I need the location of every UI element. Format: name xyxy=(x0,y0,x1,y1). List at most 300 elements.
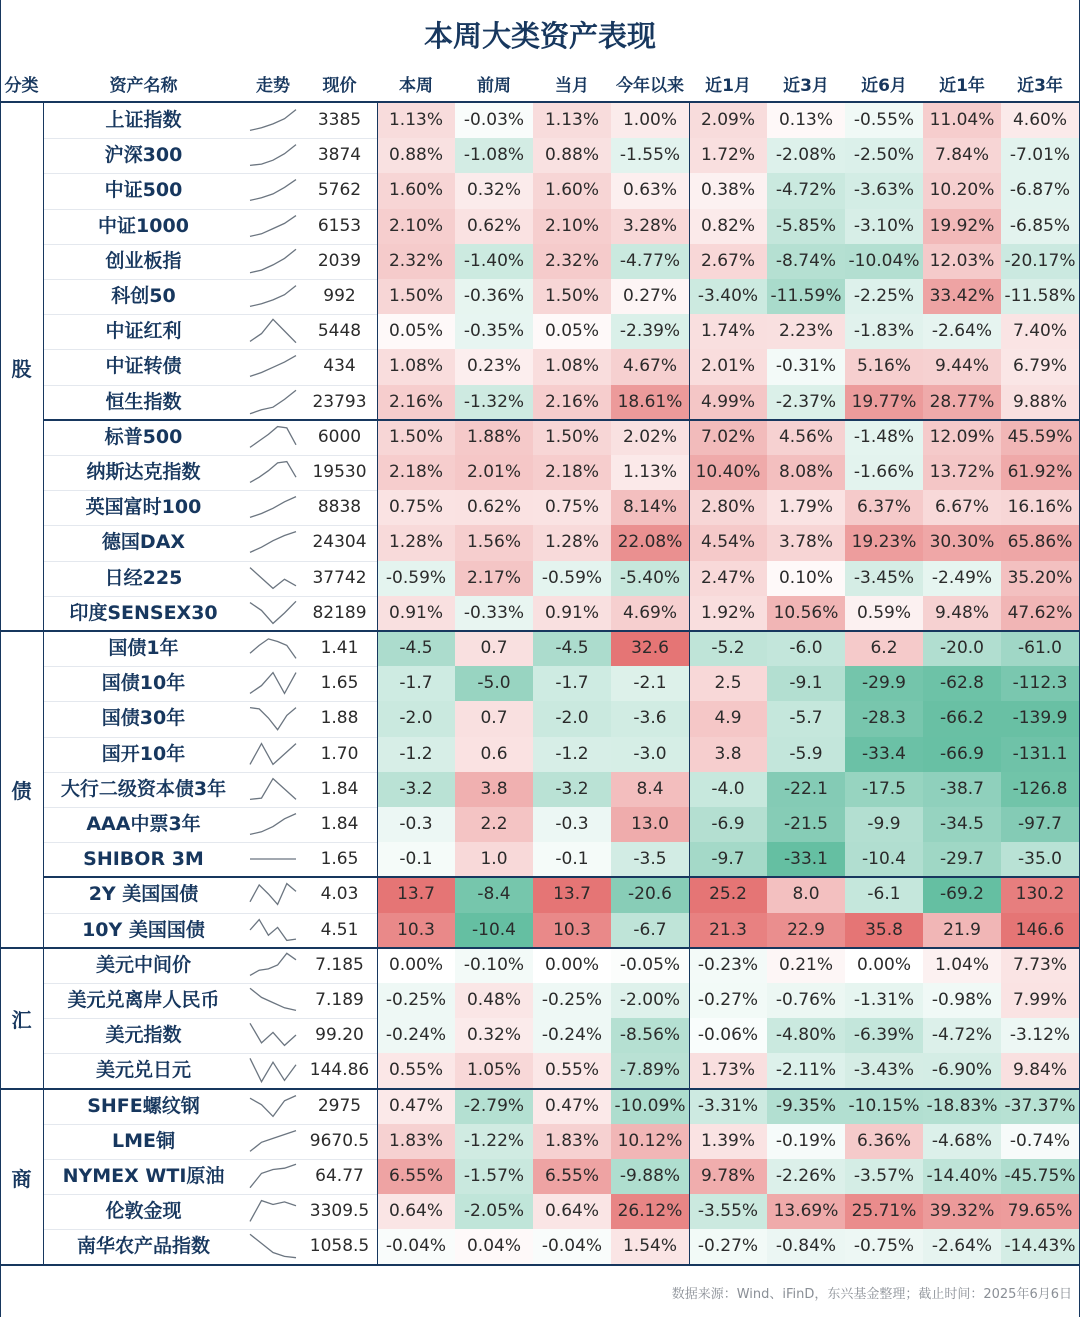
value-cell: -2.79% xyxy=(455,1089,533,1124)
value-cell: -126.8 xyxy=(1001,772,1079,807)
value-cell: -2.05% xyxy=(455,1194,533,1229)
value-cell: 1.83% xyxy=(377,1124,455,1159)
trend-line xyxy=(250,356,296,377)
value-cell: -5.40% xyxy=(611,561,689,596)
value-cell: -14.40% xyxy=(923,1159,1001,1194)
trend-sparkline xyxy=(248,915,298,945)
value-cell: -0.76% xyxy=(767,983,845,1018)
value-cell: 1.83% xyxy=(533,1124,611,1159)
value-cell: 6.67% xyxy=(923,490,1001,525)
value-cell: 35.20% xyxy=(1001,561,1079,596)
asset-name: SHIBOR 3M xyxy=(83,848,204,871)
current-price: 434 xyxy=(323,356,356,377)
value-cell: 25.71% xyxy=(845,1194,923,1229)
value-cell: -0.33% xyxy=(455,596,533,631)
value-cell: 0.7 xyxy=(455,701,533,736)
value-cell: -0.3 xyxy=(377,807,455,842)
asset-name: LME铜 xyxy=(112,1129,175,1152)
value-cell: 7.40% xyxy=(1001,314,1079,349)
trend-sparkline xyxy=(248,985,298,1015)
value-cell: 2.18% xyxy=(377,455,455,490)
current-price: 1058.5 xyxy=(309,1236,370,1257)
value-cell: -4.80% xyxy=(767,1018,845,1053)
value-cell: 2.16% xyxy=(533,385,611,420)
value-cell: -1.31% xyxy=(845,983,923,1018)
current-price: 1.65 xyxy=(320,849,359,870)
value-cell: 18.61% xyxy=(611,385,689,420)
asset-name: 国债30年 xyxy=(101,707,186,730)
trend-sparkline xyxy=(248,739,298,769)
value-cell: 6.55% xyxy=(533,1159,611,1194)
value-cell: 1.50% xyxy=(377,279,455,314)
value-cell: 1.54% xyxy=(611,1229,689,1264)
value-cell: -3.63% xyxy=(845,173,923,208)
asset-name: 英国富时100 xyxy=(85,496,202,519)
value-cell: -2.49% xyxy=(923,561,1001,596)
value-cell: -5.9 xyxy=(767,737,845,772)
value-cell: 1.50% xyxy=(533,420,611,455)
current-price: 99.20 xyxy=(315,1025,364,1046)
value-cell: 0.00% xyxy=(533,948,611,983)
value-cell: -2.08% xyxy=(767,138,845,173)
value-cell: 0.48% xyxy=(455,983,533,1018)
value-cell: -6.87% xyxy=(1001,173,1079,208)
trend-line xyxy=(250,390,296,413)
trend-sparkline xyxy=(248,387,298,417)
value-cell: -1.2 xyxy=(533,737,611,772)
current-price: 7.189 xyxy=(315,990,364,1010)
current-price: 3309.5 xyxy=(309,1201,370,1222)
value-cell: -9.9 xyxy=(845,807,923,842)
column-header: 当月 xyxy=(555,76,589,96)
value-cell: 0.75% xyxy=(377,490,455,525)
group-divider xyxy=(0,1088,1079,1090)
value-cell: 2.23% xyxy=(767,314,845,349)
value-cell: -5.2 xyxy=(689,631,767,666)
value-cell: -3.55% xyxy=(689,1194,767,1229)
value-cell: 2.32% xyxy=(533,244,611,279)
value-cell: 0.62% xyxy=(455,490,533,525)
value-cell: 0.75% xyxy=(533,490,611,525)
value-cell: 0.05% xyxy=(533,314,611,349)
value-cell: -1.7 xyxy=(377,666,455,701)
value-cell: 0.63% xyxy=(611,173,689,208)
value-cell: -1.83% xyxy=(845,314,923,349)
value-cell: 4.9 xyxy=(689,701,767,736)
value-cell: -29.9 xyxy=(845,666,923,701)
value-cell: 32.6 xyxy=(611,631,689,666)
column-header: 近6月 xyxy=(861,76,907,96)
value-cell: -28.3 xyxy=(845,701,923,736)
asset-name: 大行二级资本债3年 xyxy=(60,777,227,800)
value-cell: 6.37% xyxy=(845,490,923,525)
current-price: 3874 xyxy=(317,145,362,166)
trend-line xyxy=(250,497,296,518)
value-cell: 0.47% xyxy=(533,1089,611,1124)
trend-line xyxy=(250,286,296,307)
value-cell: 5.16% xyxy=(845,349,923,384)
value-cell: -6.39% xyxy=(845,1018,923,1053)
value-cell: -6.9 xyxy=(689,807,767,842)
value-cell: -2.0 xyxy=(377,701,455,736)
current-price: 5762 xyxy=(317,180,362,201)
trend-sparkline xyxy=(248,527,298,557)
value-cell: 0.38% xyxy=(689,173,767,208)
value-cell: -9.35% xyxy=(767,1089,845,1124)
asset-name: 国开10年 xyxy=(101,742,186,765)
trend-line xyxy=(250,673,296,694)
value-cell: -4.0 xyxy=(689,772,767,807)
value-cell: -5.0 xyxy=(455,666,533,701)
current-price: 23793 xyxy=(312,391,367,412)
value-cell: -4.77% xyxy=(611,244,689,279)
value-cell: -0.25% xyxy=(533,983,611,1018)
value-cell: 0.64% xyxy=(533,1194,611,1229)
value-cell: -2.00% xyxy=(611,983,689,1018)
value-cell: 22.08% xyxy=(611,525,689,560)
value-cell: 1.88% xyxy=(455,420,533,455)
value-cell: 0.32% xyxy=(455,173,533,208)
value-cell: -0.06% xyxy=(689,1018,767,1053)
value-cell: 19.23% xyxy=(845,525,923,560)
current-price: 19530 xyxy=(312,462,367,482)
value-cell: -2.50% xyxy=(845,138,923,173)
value-cell: -0.10% xyxy=(455,948,533,983)
value-cell: 0.7 xyxy=(455,631,533,666)
trend-line xyxy=(250,988,296,1010)
value-cell: -33.1 xyxy=(767,842,845,877)
column-header: 今年以来 xyxy=(616,76,684,96)
trend-sparkline xyxy=(248,281,298,311)
value-cell: -131.1 xyxy=(1001,737,1079,772)
value-cell: -0.03% xyxy=(455,103,533,138)
trend-line xyxy=(250,567,296,588)
trend-sparkline xyxy=(248,668,298,698)
value-cell: -1.48% xyxy=(845,420,923,455)
value-cell: 1.0 xyxy=(455,842,533,877)
value-cell: 10.20% xyxy=(923,173,1001,208)
current-price: 7.185 xyxy=(315,954,364,975)
value-cell: 0.88% xyxy=(377,138,455,173)
asset-name: 标普500 xyxy=(104,425,183,448)
value-cell: -10.04% xyxy=(845,244,923,279)
value-cell: -6.90% xyxy=(923,1053,1001,1088)
value-cell: 1.28% xyxy=(377,525,455,560)
value-cell: 2.5 xyxy=(689,666,767,701)
value-cell: -0.1 xyxy=(533,842,611,877)
current-price: 1.88 xyxy=(320,708,359,729)
current-price: 37742 xyxy=(312,567,367,588)
value-cell: 1.74% xyxy=(689,314,767,349)
value-cell: 2.17% xyxy=(455,561,533,596)
value-cell: 10.3 xyxy=(533,913,611,948)
value-cell: 1.04% xyxy=(923,948,1001,983)
trend-sparkline xyxy=(248,703,298,733)
value-cell: 1.79% xyxy=(767,490,845,525)
asset-name: 伦敦金现 xyxy=(105,1200,182,1223)
current-price: 5448 xyxy=(317,321,362,342)
value-cell: -45.75% xyxy=(1001,1159,1079,1194)
value-cell: 1.05% xyxy=(455,1053,533,1088)
value-cell: 47.62% xyxy=(1001,596,1079,631)
asset-name: 美元中间价 xyxy=(95,953,191,976)
value-cell: -6.1 xyxy=(845,877,923,912)
value-cell: -20.6 xyxy=(611,877,689,912)
trend-line xyxy=(250,1023,296,1045)
trend-sparkline xyxy=(248,1020,298,1050)
value-cell: -1.55% xyxy=(611,138,689,173)
value-cell: 2.10% xyxy=(377,209,455,244)
asset-name: 中证红利 xyxy=(105,320,182,343)
value-cell: -20.17% xyxy=(1001,244,1079,279)
trend-line xyxy=(250,1059,296,1082)
trend-sparkline xyxy=(248,950,298,980)
value-cell: 4.67% xyxy=(611,349,689,384)
value-cell: -7.01% xyxy=(1001,138,1079,173)
value-cell: 2.47% xyxy=(689,561,767,596)
column-divider xyxy=(689,103,690,1265)
value-cell: -0.31% xyxy=(767,349,845,384)
trend-line xyxy=(250,215,296,236)
value-cell: 130.2 xyxy=(1001,877,1079,912)
value-cell: -0.59% xyxy=(377,561,455,596)
value-cell: 21.9 xyxy=(923,913,1001,948)
asset-name: 美元兑离岸人民币 xyxy=(67,989,220,1011)
value-cell: -0.1 xyxy=(377,842,455,877)
value-cell: -34.5 xyxy=(923,807,1001,842)
trend-sparkline xyxy=(248,175,298,205)
trend-line xyxy=(250,1164,296,1187)
value-cell: 19.77% xyxy=(845,385,923,420)
trend-line xyxy=(250,1235,296,1258)
trend-line xyxy=(250,814,296,835)
column-header: 走势 xyxy=(256,76,290,96)
value-cell: -5.85% xyxy=(767,209,845,244)
value-cell: 2.32% xyxy=(377,244,455,279)
value-cell: -4.72% xyxy=(767,173,845,208)
trend-sparkline xyxy=(248,844,298,874)
value-cell: 1.72% xyxy=(689,138,767,173)
value-cell: 8.4 xyxy=(611,772,689,807)
asset-name: NYMEX WTI原油 xyxy=(62,1165,225,1187)
value-cell: 1.50% xyxy=(377,420,455,455)
value-cell: -4.68% xyxy=(923,1124,1001,1159)
value-cell: 0.6 xyxy=(455,737,533,772)
current-price: 6153 xyxy=(317,215,362,236)
current-price: 144.86 xyxy=(309,1060,370,1081)
value-cell: 0.23% xyxy=(455,349,533,384)
value-cell: -3.2 xyxy=(533,772,611,807)
current-price: 3385 xyxy=(317,110,362,130)
column-header: 前周 xyxy=(477,76,511,96)
trend-line xyxy=(250,743,296,764)
trend-sparkline xyxy=(248,351,298,381)
trend-sparkline xyxy=(248,140,298,170)
value-cell: 22.9 xyxy=(767,913,845,948)
trend-sparkline xyxy=(248,1126,298,1156)
value-cell: -61.0 xyxy=(1001,631,1079,666)
asset-name: 恒生指数 xyxy=(105,390,182,413)
trend-sparkline xyxy=(248,1196,298,1226)
value-cell: -0.24% xyxy=(533,1018,611,1053)
value-cell: 2.01% xyxy=(455,455,533,490)
value-cell: 0.27% xyxy=(611,279,689,314)
value-cell: -3.6 xyxy=(611,701,689,736)
value-cell: 4.54% xyxy=(689,525,767,560)
value-cell: -3.2 xyxy=(377,772,455,807)
value-cell: 2.10% xyxy=(533,209,611,244)
value-cell: -0.36% xyxy=(455,279,533,314)
value-cell: -2.64% xyxy=(923,1229,1001,1264)
value-cell: -38.7 xyxy=(923,772,1001,807)
trend-line xyxy=(250,639,296,659)
value-cell: -37.37% xyxy=(1001,1089,1079,1124)
value-cell: 0.55% xyxy=(533,1053,611,1088)
trend-sparkline xyxy=(248,1231,298,1261)
trend-sparkline xyxy=(248,633,298,663)
current-price: 8838 xyxy=(317,497,362,518)
value-cell: -10.4 xyxy=(845,842,923,877)
value-cell: 9.78% xyxy=(689,1159,767,1194)
value-cell: -0.3 xyxy=(533,807,611,842)
current-price: 1.70 xyxy=(320,743,359,764)
value-cell: 4.99% xyxy=(689,385,767,420)
asset-name: 创业板指 xyxy=(105,249,182,272)
value-cell: -0.23% xyxy=(689,948,767,983)
trend-sparkline xyxy=(248,492,298,522)
value-cell: 2.01% xyxy=(689,349,767,384)
trend-line xyxy=(250,1095,296,1116)
trend-line xyxy=(250,601,296,623)
value-cell: 1.00% xyxy=(611,103,689,138)
value-cell: -1.2 xyxy=(377,737,455,772)
asset-name: 沪深300 xyxy=(104,144,183,167)
asset-name: 中证1000 xyxy=(98,214,189,237)
trend-line xyxy=(250,919,296,940)
value-cell: 13.69% xyxy=(767,1194,845,1229)
trend-line xyxy=(250,180,296,201)
value-cell: 6.55% xyxy=(377,1159,455,1194)
table-bottom-line xyxy=(0,1264,1079,1266)
value-cell: -0.04% xyxy=(377,1229,455,1264)
value-cell: -11.58% xyxy=(1001,279,1079,314)
value-cell: 35.8 xyxy=(845,913,923,948)
value-cell: 45.59% xyxy=(1001,420,1079,455)
trend-line xyxy=(250,884,296,905)
group-divider xyxy=(0,947,1079,949)
asset-name: 美元指数 xyxy=(105,1024,182,1047)
column-header: 资产名称 xyxy=(109,76,178,96)
value-cell: 4.60% xyxy=(1001,103,1079,138)
trend-line xyxy=(250,778,296,799)
trend-sparkline xyxy=(248,1161,298,1191)
group-divider xyxy=(43,419,1079,421)
value-cell: -10.09% xyxy=(611,1089,689,1124)
current-price: 64.77 xyxy=(315,1166,364,1186)
value-cell: 1.13% xyxy=(611,455,689,490)
value-cell: 0.88% xyxy=(533,138,611,173)
trend-sparkline xyxy=(248,316,298,346)
asset-name: 中证转债 xyxy=(105,355,182,378)
value-cell: -0.98% xyxy=(923,983,1001,1018)
value-cell: -4.72% xyxy=(923,1018,1001,1053)
value-cell: 9.48% xyxy=(923,596,1001,631)
value-cell: -66.2 xyxy=(923,701,1001,736)
value-cell: 19.92% xyxy=(923,209,1001,244)
value-cell: -0.75% xyxy=(845,1229,923,1264)
column-header: 近3月 xyxy=(783,76,829,96)
value-cell: 13.72% xyxy=(923,455,1001,490)
value-cell: 0.04% xyxy=(455,1229,533,1264)
column-header: 现价 xyxy=(322,76,357,96)
asset-name: SHFE螺纹钢 xyxy=(87,1094,200,1117)
current-price: 82189 xyxy=(312,602,367,623)
value-cell: -1.7 xyxy=(533,666,611,701)
value-cell: 0.62% xyxy=(455,209,533,244)
trend-sparkline xyxy=(248,422,298,452)
value-cell: 0.05% xyxy=(377,314,455,349)
asset-name: 印度SENSEX30 xyxy=(69,601,218,624)
trend-line xyxy=(250,110,296,131)
value-cell: -20.0 xyxy=(923,631,1001,666)
trend-line xyxy=(250,426,296,447)
trend-sparkline xyxy=(248,774,298,804)
value-cell: -1.22% xyxy=(455,1124,533,1159)
current-price: 6000 xyxy=(317,426,362,447)
value-cell: -1.66% xyxy=(845,455,923,490)
current-price: 1.41 xyxy=(320,638,359,658)
value-cell: -62.8 xyxy=(923,666,1001,701)
column-divider xyxy=(43,103,44,1265)
value-cell: -8.56% xyxy=(611,1018,689,1053)
value-cell: 1.39% xyxy=(689,1124,767,1159)
value-cell: 10.12% xyxy=(611,1124,689,1159)
value-cell: -29.7 xyxy=(923,842,1001,877)
value-cell: -2.25% xyxy=(845,279,923,314)
trend-sparkline xyxy=(248,1091,298,1121)
value-cell: 0.00% xyxy=(845,948,923,983)
value-cell: -0.84% xyxy=(767,1229,845,1264)
outer-left-border xyxy=(0,0,1,1317)
value-cell: 146.6 xyxy=(1001,913,1079,948)
value-cell: 1.56% xyxy=(455,525,533,560)
value-cell: -17.5 xyxy=(845,772,923,807)
asset-name: 2Y 美国国债 xyxy=(88,883,199,906)
value-cell: 0.91% xyxy=(377,596,455,631)
value-cell: 13.7 xyxy=(533,877,611,912)
current-price: 2039 xyxy=(317,250,362,271)
value-cell: 2.2 xyxy=(455,807,533,842)
current-price: 1.65 xyxy=(320,673,359,694)
value-cell: -1.57% xyxy=(455,1159,533,1194)
value-cell: -1.08% xyxy=(455,138,533,173)
value-cell: -0.04% xyxy=(533,1229,611,1264)
value-cell: -112.3 xyxy=(1001,666,1079,701)
trend-sparkline xyxy=(248,563,298,593)
current-price: 9670.5 xyxy=(309,1130,370,1151)
value-cell: 4.56% xyxy=(767,420,845,455)
value-cell: 1.13% xyxy=(377,103,455,138)
trend-sparkline xyxy=(248,598,298,628)
value-cell: -9.88% xyxy=(611,1159,689,1194)
value-cell: 7.99% xyxy=(1001,983,1079,1018)
asset-name: 美元兑日元 xyxy=(95,1059,191,1082)
value-cell: 79.65% xyxy=(1001,1194,1079,1229)
value-cell: -3.45% xyxy=(845,561,923,596)
value-cell: -2.26% xyxy=(767,1159,845,1194)
trend-sparkline xyxy=(248,105,298,135)
column-header: 近3年 xyxy=(1017,76,1063,96)
